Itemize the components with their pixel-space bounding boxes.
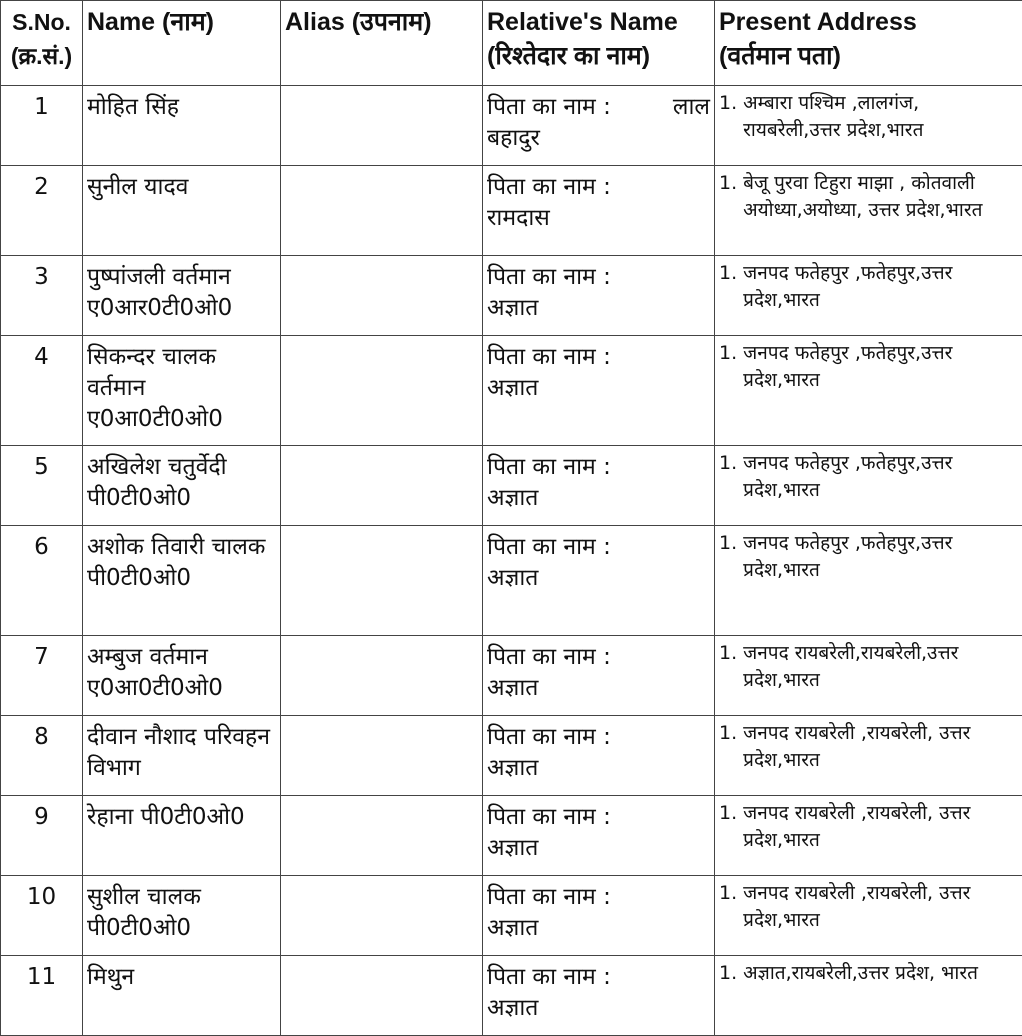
table-body	[1, 86, 1022, 1036]
address-num: 1.	[719, 170, 743, 224]
row-alias	[281, 86, 483, 166]
row-name: पुष्पांजली वर्तमान ए0आर0टी0ओ0	[83, 256, 281, 336]
address-num: 1.	[719, 530, 743, 584]
row-sno: 5	[1, 446, 83, 526]
row-name: मोहित सिंह	[83, 86, 281, 166]
address-num: 1.	[719, 90, 743, 144]
row-alias	[281, 526, 483, 636]
relative-name: अज्ञात	[487, 835, 538, 861]
relative-label: पिता का नाम :	[487, 644, 611, 670]
relative-name: अज्ञात	[487, 755, 538, 781]
relative-label: पिता का नाम :	[487, 804, 611, 830]
row-relative	[483, 86, 715, 166]
table-row	[1, 876, 1022, 956]
header-name-label: Name (नाम)	[87, 5, 276, 39]
address-num: 1.	[719, 720, 743, 774]
row-sno: 4	[1, 336, 83, 446]
relative-label: पिता का नाम :	[487, 264, 611, 290]
header-address	[715, 1, 1022, 86]
relative-label: पिता का नाम :	[487, 964, 611, 990]
row-alias	[281, 636, 483, 716]
table-row	[1, 716, 1022, 796]
header-row	[1, 1, 1022, 86]
relative-name-rest: बहादुर	[487, 125, 540, 151]
table-row	[1, 86, 1022, 166]
address-num: 1.	[719, 880, 743, 934]
row-sno: 6	[1, 526, 83, 636]
address-text: अम्बारा पश्चिम ,लालगंज, रायबरेली,उत्तर प्रदेश,भारत	[743, 90, 1018, 144]
relative-name: रामदास	[487, 205, 550, 231]
table-row	[1, 256, 1022, 336]
row-alias	[281, 336, 483, 446]
row-sno: 3	[1, 256, 83, 336]
header-name	[83, 1, 281, 86]
row-alias	[281, 166, 483, 256]
table-row	[1, 796, 1022, 876]
row-sno: 8	[1, 716, 83, 796]
row-relative	[483, 526, 715, 636]
row-name: अम्बुज वर्तमान ए0आ0टी0ओ0	[83, 636, 281, 716]
header-address-en: Present Address	[719, 5, 1018, 39]
row-sno: 1	[1, 86, 83, 166]
row-name: सुशील चालक पी0टी0ओ0	[83, 876, 281, 956]
relative-label: पिता का नाम :	[487, 724, 611, 750]
table-row	[1, 446, 1022, 526]
header-relative-hi: (रिश्तेदार का नाम)	[487, 39, 710, 73]
table-row	[1, 336, 1022, 446]
row-address	[715, 526, 1022, 636]
address-text: बेजू पुरवा टिहुरा माझा , कोतवाली अयोध्या,अयोध्या, उत्तर प्रदेश,भारत	[743, 170, 1018, 224]
row-name: रेहाना पी0टी0ओ0	[83, 796, 281, 876]
row-name: दीवान नौशाद परिवहन विभाग	[83, 716, 281, 796]
row-relative	[483, 796, 715, 876]
relative-name: अज्ञात	[487, 995, 538, 1021]
row-name: सिकन्दर चालक वर्तमान ए0आ0टी0ओ0	[83, 336, 281, 446]
relative-name-first: लाल	[673, 92, 710, 123]
row-relative	[483, 876, 715, 956]
header-relative-en: Relative's Name	[487, 5, 710, 39]
address-text: जनपद रायबरेली ,रायबरेली, उत्तर प्रदेश,भारत	[743, 880, 1018, 934]
row-alias	[281, 446, 483, 526]
relative-name: अज्ञात	[487, 565, 538, 591]
table-row	[1, 166, 1022, 256]
row-alias	[281, 716, 483, 796]
row-relative	[483, 446, 715, 526]
header-address-hi: (वर्तमान पता)	[719, 39, 1018, 73]
row-sno: 10	[1, 876, 83, 956]
row-address	[715, 336, 1022, 446]
address-text: जनपद रायबरेली ,रायबरेली, उत्तर प्रदेश,भारत	[743, 800, 1018, 854]
address-text: जनपद फतेहपुर ,फतेहपुर,उत्तर प्रदेश,भारत	[743, 530, 1018, 584]
row-sno: 11	[1, 956, 83, 1036]
address-num: 1.	[719, 260, 743, 314]
address-num: 1.	[719, 960, 743, 987]
row-alias	[281, 796, 483, 876]
relative-label: पिता का नाम :	[487, 92, 611, 123]
row-address	[715, 166, 1022, 256]
row-name: सुनील यादव	[83, 166, 281, 256]
row-sno: 9	[1, 796, 83, 876]
row-name: अशोक तिवारी चालक पी0टी0ओ0	[83, 526, 281, 636]
address-text: अज्ञात,रायबरेली,उत्तर प्रदेश, भारत	[743, 960, 1018, 987]
row-relative	[483, 716, 715, 796]
row-name: मिथुन	[83, 956, 281, 1036]
header-alias	[281, 1, 483, 86]
row-alias	[281, 876, 483, 956]
address-num: 1.	[719, 450, 743, 504]
relative-name: अज्ञात	[487, 295, 538, 321]
row-relative	[483, 336, 715, 446]
row-alias	[281, 256, 483, 336]
relative-label: पिता का नाम :	[487, 534, 611, 560]
relative-name: अज्ञात	[487, 375, 538, 401]
row-sno: 2	[1, 166, 83, 256]
address-num: 1.	[719, 640, 743, 694]
header-sno-hi: (क्र.सं.)	[1, 39, 82, 73]
row-address	[715, 256, 1022, 336]
relative-name: अज्ञात	[487, 675, 538, 701]
row-relative	[483, 166, 715, 256]
header-sno-en: S.No.	[1, 5, 82, 39]
row-address	[715, 86, 1022, 166]
header-alias-label: Alias (उपनाम)	[285, 5, 478, 39]
address-num: 1.	[719, 800, 743, 854]
relative-label: पिता का नाम :	[487, 174, 611, 200]
address-text: जनपद फतेहपुर ,फतेहपुर,उत्तर प्रदेश,भारत	[743, 340, 1018, 394]
row-sno: 7	[1, 636, 83, 716]
relative-label: पिता का नाम :	[487, 884, 611, 910]
relative-name: अज्ञात	[487, 485, 538, 511]
row-address	[715, 446, 1022, 526]
row-relative	[483, 636, 715, 716]
address-text: जनपद फतेहपुर ,फतेहपुर,उत्तर प्रदेश,भारत	[743, 260, 1018, 314]
address-num: 1.	[719, 340, 743, 394]
row-address	[715, 876, 1022, 956]
address-text: जनपद फतेहपुर ,फतेहपुर,उत्तर प्रदेश,भारत	[743, 450, 1018, 504]
row-address	[715, 796, 1022, 876]
table-row	[1, 636, 1022, 716]
address-text: जनपद रायबरेली,रायबरेली,उत्तर प्रदेश,भारत	[743, 640, 1018, 694]
row-address	[715, 716, 1022, 796]
address-text: जनपद रायबरेली ,रायबरेली, उत्तर प्रदेश,भारत	[743, 720, 1018, 774]
row-relative	[483, 256, 715, 336]
header-relative	[483, 1, 715, 86]
relative-label: पिता का नाम :	[487, 454, 611, 480]
table-row	[1, 526, 1022, 636]
row-address	[715, 636, 1022, 716]
relative-name: अज्ञात	[487, 915, 538, 941]
row-name: अखिलेश चतुर्वेदी पी0टी0ओ0	[83, 446, 281, 526]
relative-label: पिता का नाम :	[487, 344, 611, 370]
header-sno	[1, 1, 83, 86]
